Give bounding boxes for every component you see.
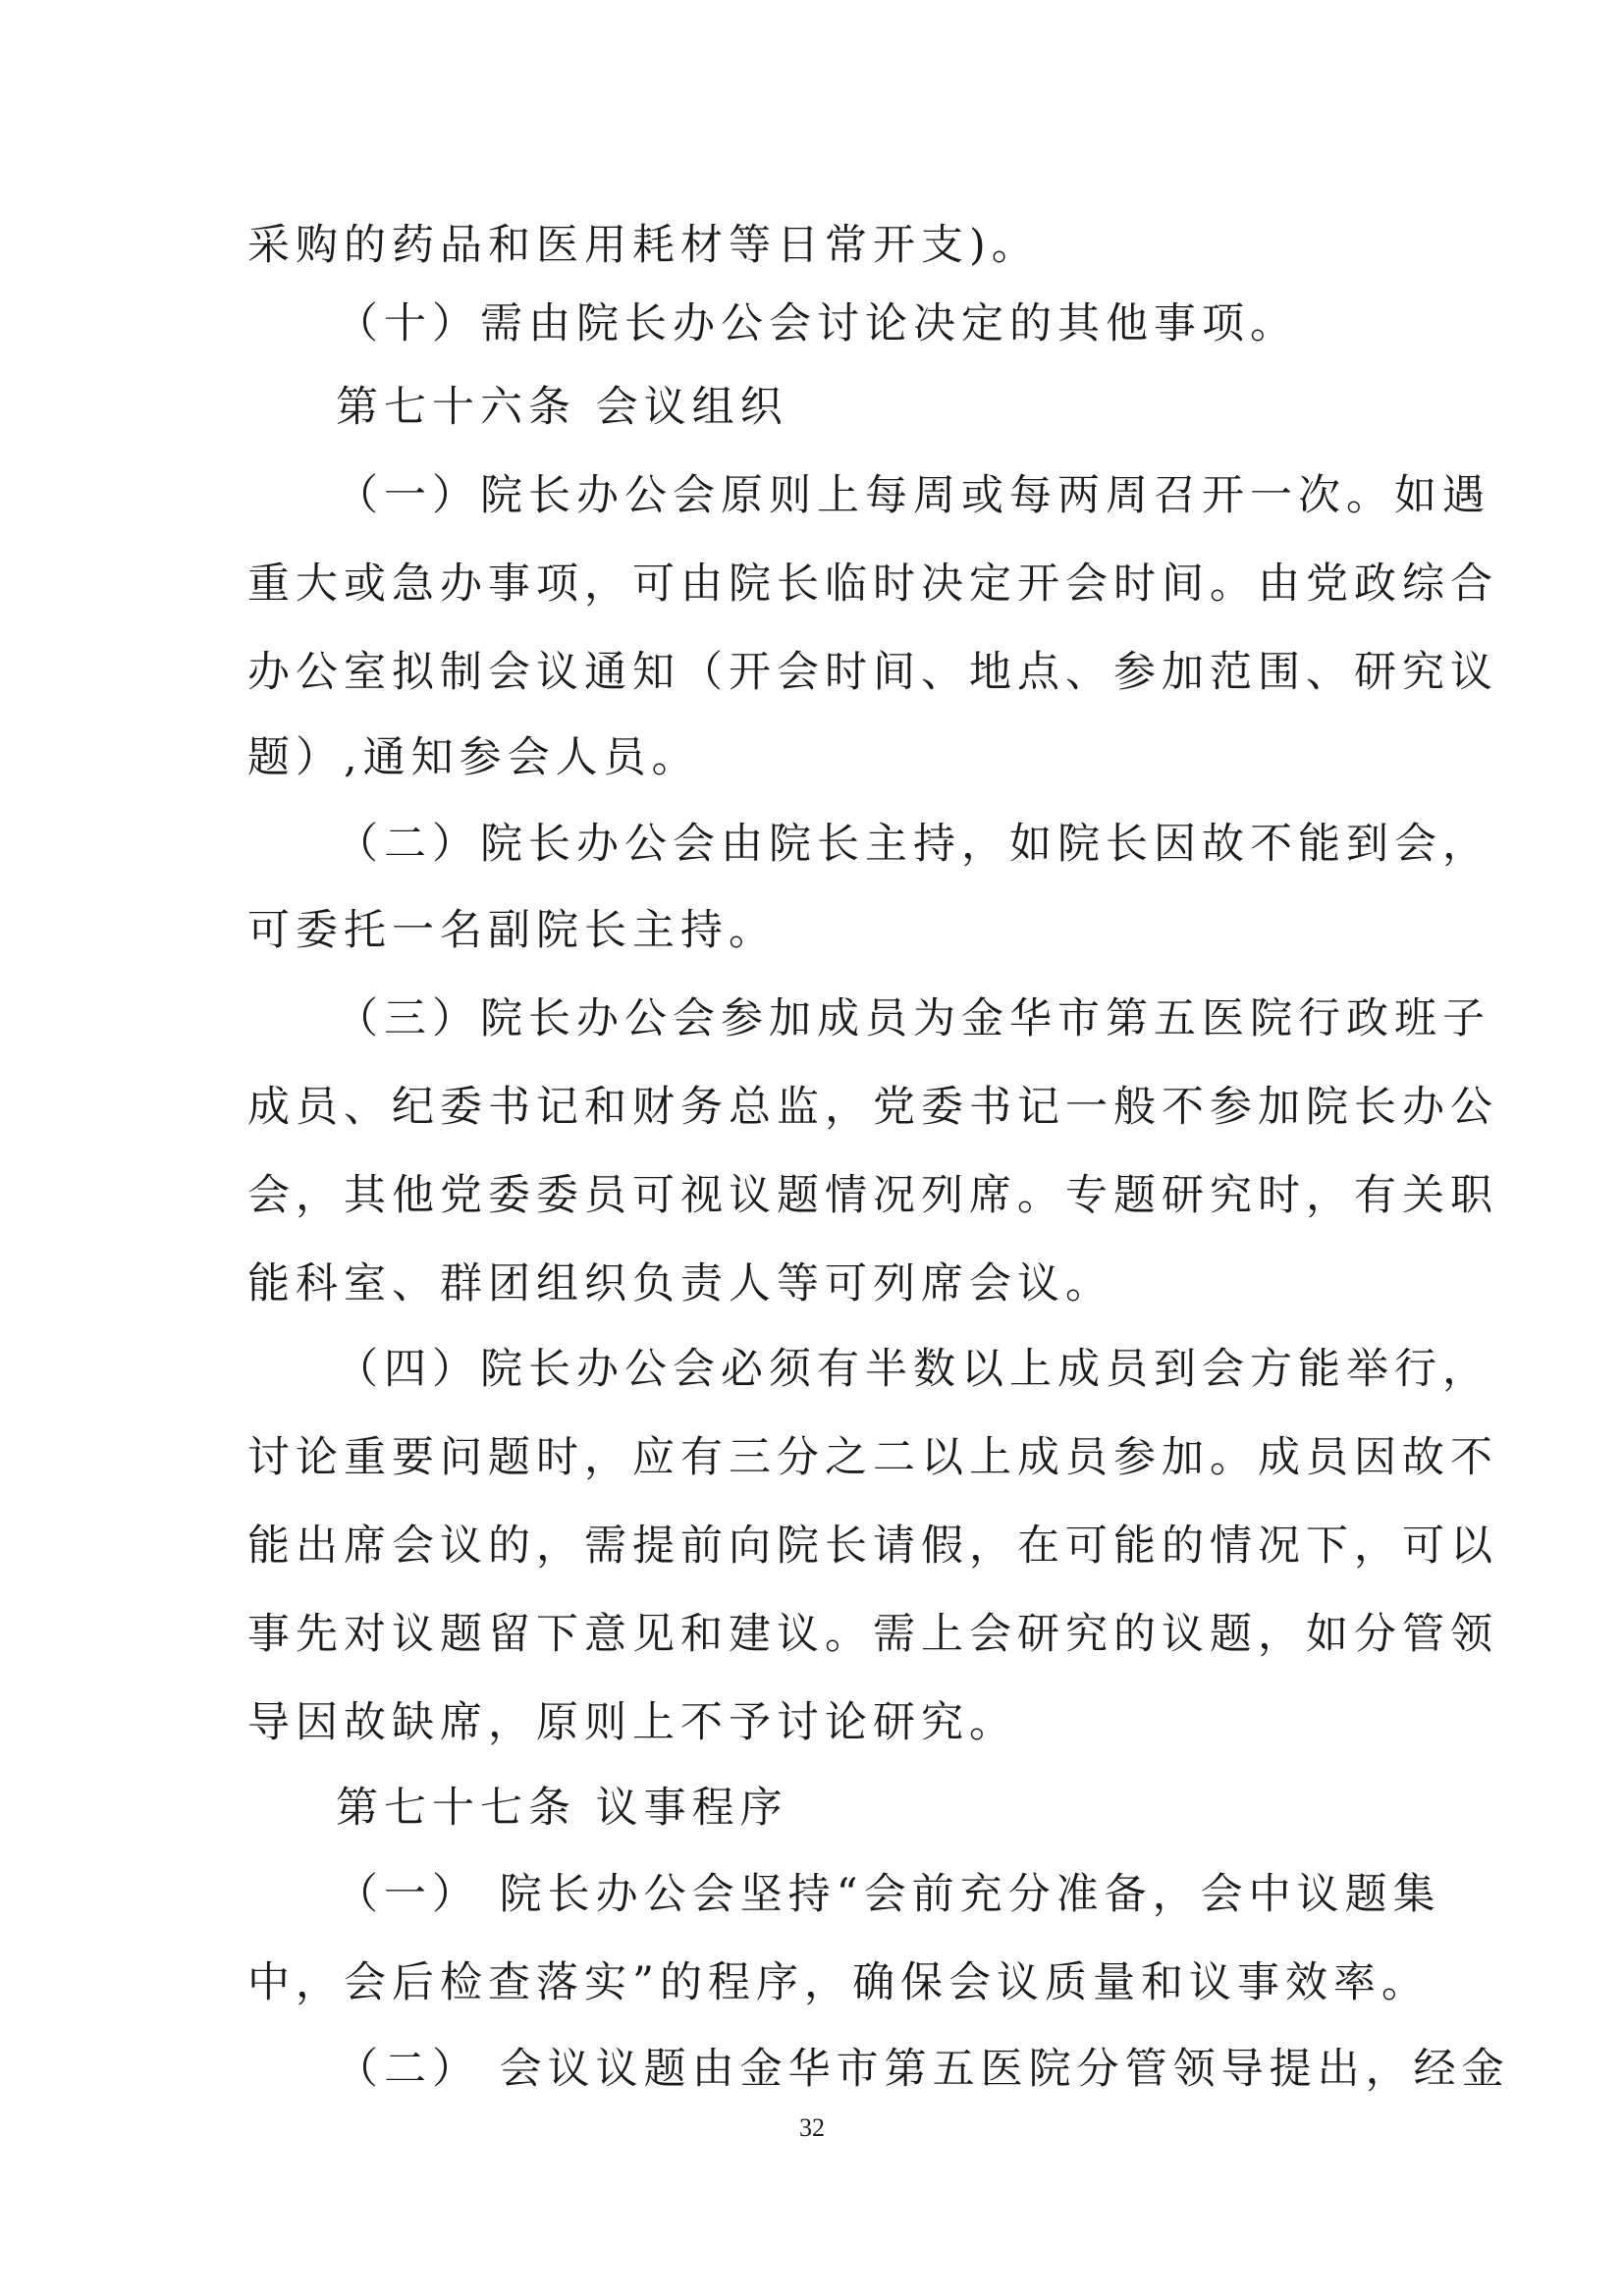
text-line-15: 讨论重要问题时，应有三分之二以上成员参加。成员因故不 (247, 1433, 1498, 1482)
text-line-20: （一） 院长办公会坚持“会前充分准备，会中议题集 (336, 1870, 1441, 1919)
text-line-12: 会，其他党委委员可视议题情况列席。专题研究时，有关职 (247, 1171, 1498, 1220)
text-line-11: 成员、纪委书记和财务总监，党委书记一般不参加院长办公 (247, 1083, 1498, 1132)
text-line-21: 中，会后检查落实”的程序，确保会议质量和议事效率。 (247, 1958, 1430, 2007)
article-heading-76: 第七十六条 会议组织 (336, 383, 788, 432)
page-number: 32 (799, 2113, 825, 2142)
text-line-14: （四）院长办公会必须有半数以上成员到会方能举行， (336, 1345, 1490, 1394)
text-line-10: （三）院长办公会参加成员为金华市第五医院行政班子 (336, 994, 1490, 1043)
text-line-1: 采购的药品和医用耗材等日常开支)。 (247, 221, 1040, 270)
article-heading-77: 第七十七条 议事程序 (336, 1784, 788, 1833)
text-line-8: （二）院长办公会由院长主持，如院长因故不能到会， (336, 820, 1490, 869)
text-line-7: 题）,通知参会人员。 (247, 733, 700, 782)
text-line-17: 事先对议题留下意见和建议。需上会研究的议题，如分管领 (247, 1610, 1498, 1659)
text-line-6: 办公室拟制会议通知（开会时间、地点、参加范围、研究议 (247, 648, 1498, 697)
text-line-13: 能科室、群团组织负责人等可列席会议。 (247, 1259, 1113, 1308)
text-line-18: 导因故缺席，原则上不予讨论研究。 (247, 1698, 1017, 1747)
text-line-5: 重大或急办事项，可由院长临时决定开会时间。由党政综合 (247, 560, 1498, 609)
text-line-22: （二） 会议议题由金华市第五医院分管领导提出，经金 (336, 2045, 1510, 2094)
text-line-16: 能出席会议的，需提前向院长请假，在可能的情况下，可以 (247, 1522, 1498, 1571)
text-line-9: 可委托一名副院长主持。 (247, 906, 777, 955)
text-line-4: （一）院长办公会原则上每周或每两周召开一次。如遇 (336, 471, 1490, 520)
text-line-2: （十）需由院长办公会讨论决定的其他事项。 (336, 299, 1298, 348)
